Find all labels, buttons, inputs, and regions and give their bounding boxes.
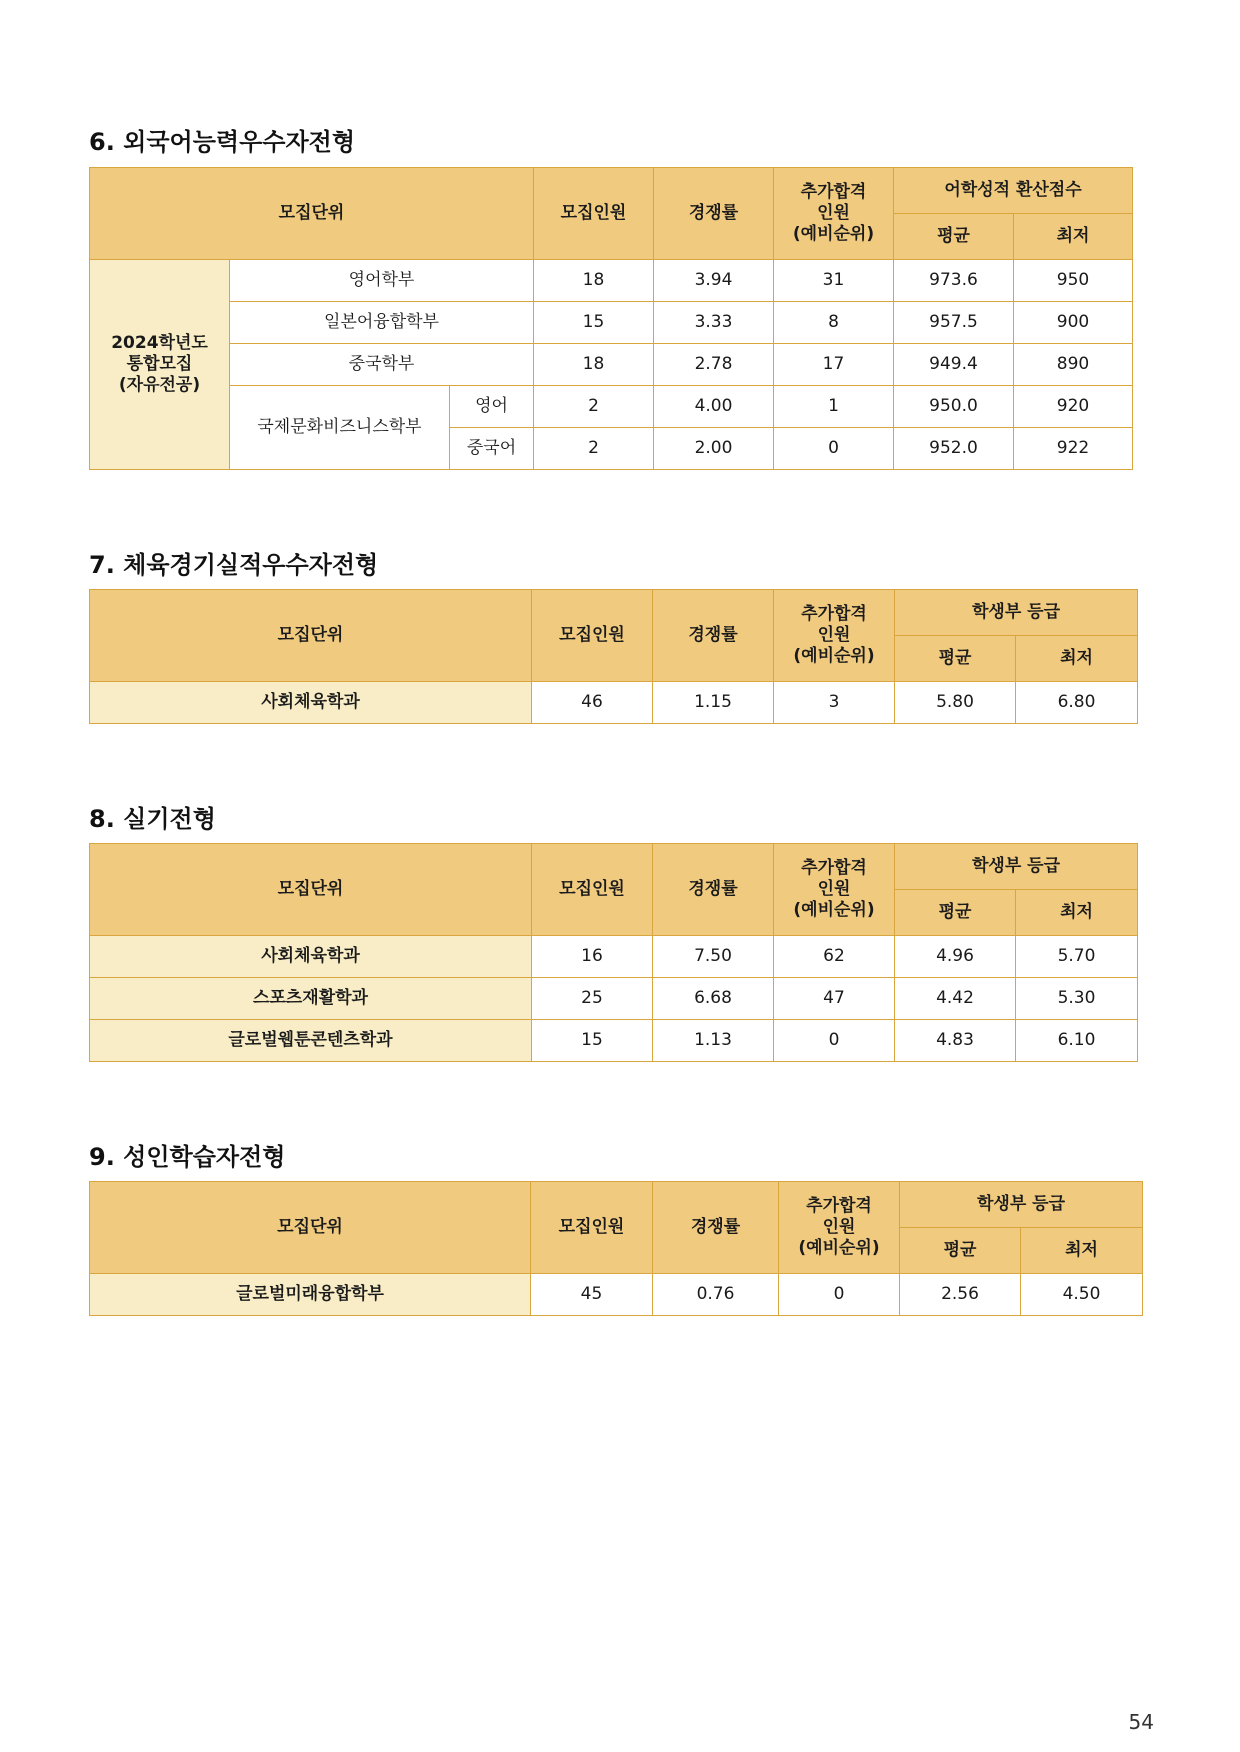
group-label-line1: 2024학년도: [111, 332, 208, 353]
language-label: 영어: [450, 386, 534, 428]
athletics-table: [89, 589, 1138, 724]
extra-value: 0: [774, 428, 894, 470]
header-extra-line2: 인원: [817, 202, 850, 223]
table-row: [90, 978, 1138, 1020]
avg-value: 949.4: [894, 344, 1014, 386]
header-extra-line1: 추가합격: [806, 1195, 872, 1216]
rate-value: 1.13: [653, 1020, 774, 1062]
header-rate: 경쟁률: [654, 168, 774, 260]
quota-value: 46: [532, 682, 653, 724]
unit-name: 글로벌웹툰콘텐츠학과: [90, 1020, 532, 1062]
header-unit: 모집단위: [90, 1182, 531, 1274]
table-row: [90, 344, 1133, 386]
header-extra-line1: 추가합격: [801, 603, 867, 624]
header-rate: 경쟁률: [653, 844, 774, 936]
table-row: [90, 1274, 1143, 1316]
rate-value: 3.94: [654, 260, 774, 302]
unit-name: 국제문화비즈니스학부: [230, 386, 450, 470]
min-value: 5.30: [1016, 978, 1138, 1020]
header-extra-line3: (예비순위): [793, 900, 875, 921]
rate-value: 2.00: [654, 428, 774, 470]
unit-name: 영어학부: [230, 260, 534, 302]
extra-value: 0: [779, 1274, 900, 1316]
avg-value: 957.5: [894, 302, 1014, 344]
quota-value: 15: [532, 1020, 653, 1062]
rate-value: 4.00: [654, 386, 774, 428]
header-extra: [774, 590, 895, 682]
section-6-title: 6. 외국어능력우수자전형: [89, 128, 356, 156]
group-label: [90, 260, 230, 470]
table-row: [90, 682, 1138, 724]
min-value: 890: [1014, 344, 1133, 386]
extra-value: 3: [774, 682, 895, 724]
avg-value: 4.83: [895, 1020, 1016, 1062]
avg-value: 4.96: [895, 936, 1016, 978]
header-extra-line1: 추가합격: [800, 181, 867, 202]
header-unit: 모집단위: [90, 168, 534, 260]
header-quota: 모집인원: [532, 590, 653, 682]
header-rate: 경쟁률: [653, 590, 774, 682]
table-row: [90, 302, 1133, 344]
header-min: 최저: [1016, 636, 1138, 682]
min-value: 5.70: [1016, 936, 1138, 978]
avg-value: 4.42: [895, 978, 1016, 1020]
quota-value: 2: [534, 386, 654, 428]
extra-value: 0: [774, 1020, 895, 1062]
unit-name: 사회체육학과: [90, 682, 532, 724]
quota-value: 16: [532, 936, 653, 978]
quota-value: 18: [534, 260, 654, 302]
header-extra-line3: (예비순위): [792, 224, 875, 245]
extra-value: 62: [774, 936, 895, 978]
header-avg: 평균: [900, 1228, 1021, 1274]
group-label-line3: (자유전공): [118, 375, 201, 396]
avg-value: 2.56: [900, 1274, 1021, 1316]
group-label-line2: 통합모집: [126, 353, 193, 374]
table-row: [90, 386, 1133, 428]
avg-value: 5.80: [895, 682, 1016, 724]
header-min: 최저: [1021, 1228, 1143, 1274]
header-avg: 평균: [895, 890, 1016, 936]
table-row: [90, 260, 1133, 302]
unit-name: 스포츠재활학과: [90, 978, 532, 1020]
section-9-title: 9. 성인학습자전형: [89, 1143, 286, 1171]
extra-value: 8: [774, 302, 894, 344]
foreign-language-table: [89, 167, 1133, 470]
practical-exam-table: [89, 843, 1138, 1062]
header-avg: 평균: [894, 214, 1014, 260]
quota-value: 45: [531, 1274, 653, 1316]
unit-name: 사회체육학과: [90, 936, 532, 978]
header-score-group: 학생부 등급: [900, 1182, 1143, 1228]
avg-value: 973.6: [894, 260, 1014, 302]
min-value: 6.80: [1016, 682, 1138, 724]
header-unit: 모집단위: [90, 590, 532, 682]
table-row: [90, 936, 1138, 978]
unit-name: 글로벌미래융합학부: [90, 1274, 531, 1316]
language-label: 중국어: [450, 428, 534, 470]
header-unit: 모집단위: [90, 844, 532, 936]
extra-value: 47: [774, 978, 895, 1020]
header-extra: [774, 168, 894, 260]
quota-value: 2: [534, 428, 654, 470]
header-extra-line3: (예비순위): [798, 1238, 880, 1259]
min-value: 900: [1014, 302, 1133, 344]
min-value: 922: [1014, 428, 1133, 470]
min-value: 920: [1014, 386, 1133, 428]
header-score-group: 학생부 등급: [895, 590, 1138, 636]
min-value: 950: [1014, 260, 1133, 302]
unit-name: 중국학부: [230, 344, 534, 386]
header-avg: 평균: [895, 636, 1016, 682]
unit-name: 일본어융합학부: [230, 302, 534, 344]
quota-value: 18: [534, 344, 654, 386]
rate-value: 6.68: [653, 978, 774, 1020]
rate-value: 3.33: [654, 302, 774, 344]
header-quota: 모집인원: [534, 168, 654, 260]
extra-value: 31: [774, 260, 894, 302]
rate-value: 1.15: [653, 682, 774, 724]
header-extra-line2: 인원: [822, 1216, 856, 1237]
avg-value: 952.0: [894, 428, 1014, 470]
adult-learner-table: [89, 1181, 1143, 1316]
header-extra: [779, 1182, 900, 1274]
rate-value: 2.78: [654, 344, 774, 386]
rate-value: 7.50: [653, 936, 774, 978]
header-rate: 경쟁률: [653, 1182, 779, 1274]
avg-value: 950.0: [894, 386, 1014, 428]
quota-value: 15: [534, 302, 654, 344]
extra-value: 17: [774, 344, 894, 386]
extra-value: 1: [774, 386, 894, 428]
header-score-group: 학생부 등급: [895, 844, 1138, 890]
section-7-title: 7. 체육경기실적우수자전형: [89, 551, 379, 579]
header-score-group: 어학성적 환산점수: [894, 168, 1133, 214]
min-value: 4.50: [1021, 1274, 1143, 1316]
header-extra: [774, 844, 895, 936]
header-quota: 모집인원: [532, 844, 653, 936]
header-extra-line3: (예비순위): [793, 646, 875, 667]
header-extra-line2: 인원: [817, 878, 851, 899]
header-min: 최저: [1014, 214, 1133, 260]
min-value: 6.10: [1016, 1020, 1138, 1062]
header-quota: 모집인원: [531, 1182, 653, 1274]
table-row: [90, 1020, 1138, 1062]
quota-value: 25: [532, 978, 653, 1020]
header-extra-line1: 추가합격: [801, 857, 867, 878]
rate-value: 0.76: [653, 1274, 779, 1316]
header-extra-line2: 인원: [817, 624, 851, 645]
section-8-title: 8. 실기전형: [89, 805, 216, 833]
page-number: 54: [1128, 1710, 1154, 1734]
header-min: 최저: [1016, 890, 1138, 936]
